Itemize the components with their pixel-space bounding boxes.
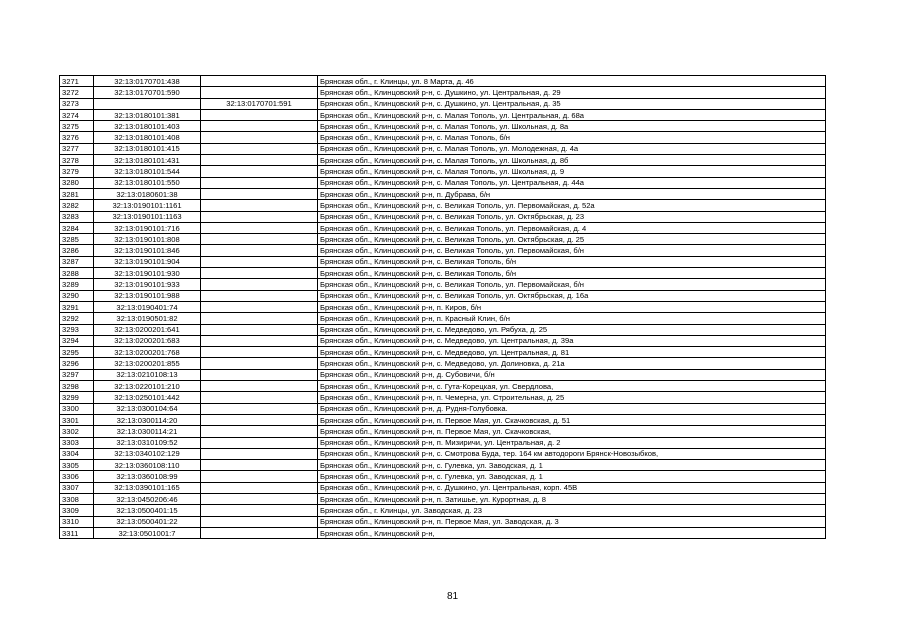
table-row <box>60 155 826 166</box>
secondary-cadastral-number-cell <box>201 324 318 335</box>
cadastral-number-cell: 32:13:0190101:846 <box>94 245 201 256</box>
secondary-cadastral-number-cell <box>201 471 318 482</box>
cadastral-number-cell: 32:13:0190401:74 <box>94 301 201 312</box>
table-row <box>60 381 826 392</box>
address-cell: Брянская обл., Клинцовский р-н, с. Медведово, ул. Центральная, д. 39а <box>318 335 826 346</box>
row-number-cell: 3283 <box>60 211 94 222</box>
row-number-cell: 3295 <box>60 347 94 358</box>
table-row <box>60 426 826 437</box>
secondary-cadastral-number-cell: 32:13:0170701:591 <box>201 98 318 109</box>
cadastral-number-cell: 32:13:0340102:129 <box>94 448 201 459</box>
row-number-cell: 3292 <box>60 313 94 324</box>
cadastral-number-cell: 32:13:0180101:431 <box>94 155 201 166</box>
row-number-cell: 3287 <box>60 256 94 267</box>
cadastral-number-cell: 32:13:0190501:82 <box>94 313 201 324</box>
address-cell: Брянская обл., Клинцовский р-н, с. Великая Тополь, ул. Первомайская, д. 4 <box>318 222 826 233</box>
secondary-cadastral-number-cell <box>201 268 318 279</box>
table-row <box>60 313 826 324</box>
row-number-cell: 3303 <box>60 437 94 448</box>
row-number-cell: 3306 <box>60 471 94 482</box>
address-cell: Брянская обл., Клинцовский р-н, с. Малая Тополь, ул. Школьная, д. 8б <box>318 155 826 166</box>
register-table <box>59 75 826 539</box>
address-cell: Брянская обл., Клинцовский р-н, с. Великая Тополь, б/н <box>318 268 826 279</box>
row-number-cell: 3299 <box>60 392 94 403</box>
cadastral-number-cell: 32:13:0180101:544 <box>94 166 201 177</box>
address-cell: Брянская обл., Клинцовский р-н, с. Гулевка, ул. Заводская, д. 1 <box>318 460 826 471</box>
address-cell: Брянская обл., Клинцовский р-н, с. Душкино, ул. Центральная, д. 35 <box>318 98 826 109</box>
table-row <box>60 109 826 120</box>
table-row <box>60 98 826 109</box>
cadastral-number-cell: 32:13:0190101:1161 <box>94 200 201 211</box>
row-number-cell: 3291 <box>60 301 94 312</box>
cadastral-number-cell: 32:13:0390101:165 <box>94 482 201 493</box>
table-row <box>60 369 826 380</box>
address-cell: Брянская обл., Клинцовский р-н, с. Гута-Корецкая, ул. Свердлова, <box>318 381 826 392</box>
cadastral-number-cell: 32:13:0200201:768 <box>94 347 201 358</box>
cadastral-number-cell: 32:13:0501001:7 <box>94 527 201 538</box>
row-number-cell: 3296 <box>60 358 94 369</box>
table-row <box>60 121 826 132</box>
address-cell: Брянская обл., Клинцовский р-н, с. Малая Тополь, ул. Школьная, д. 9 <box>318 166 826 177</box>
cadastral-number-cell: 32:13:0220101:210 <box>94 381 201 392</box>
row-number-cell: 3276 <box>60 132 94 143</box>
row-number-cell: 3284 <box>60 222 94 233</box>
secondary-cadastral-number-cell <box>201 76 318 87</box>
secondary-cadastral-number-cell <box>201 211 318 222</box>
table-row <box>60 234 826 245</box>
address-cell: Брянская обл., Клинцовский р-н, с. Медведово, ул. Долиновка, д. 21а <box>318 358 826 369</box>
secondary-cadastral-number-cell <box>201 335 318 346</box>
secondary-cadastral-number-cell <box>201 87 318 98</box>
row-number-cell: 3293 <box>60 324 94 335</box>
table-row <box>60 290 826 301</box>
address-cell: Брянская обл., Клинцовский р-н, п. Чемерна, ул. Строительная, д. 25 <box>318 392 826 403</box>
cadastral-number-cell: 32:13:0180101:415 <box>94 143 201 154</box>
address-cell: Брянская обл., Клинцовский р-н, с. Душкино, ул. Центральная, д. 29 <box>318 87 826 98</box>
address-cell: Брянская обл., Клинцовский р-н, п. Затишье, ул. Курортная, д. 8 <box>318 493 826 504</box>
row-number-cell: 3289 <box>60 279 94 290</box>
address-cell: Брянская обл., Клинцовский р-н, с. Смотрова Буда, тер. 164 км автодороги Брянск-Новозыбков, <box>318 448 826 459</box>
row-number-cell: 3307 <box>60 482 94 493</box>
table-row <box>60 87 826 98</box>
cadastral-number-cell: 32:13:0180101:403 <box>94 121 201 132</box>
address-cell: Брянская обл., Клинцовский р-н, с. Медведово, ул. Центральная, д. 81 <box>318 347 826 358</box>
row-number-cell: 3301 <box>60 414 94 425</box>
table-row <box>60 493 826 504</box>
table-row <box>60 166 826 177</box>
secondary-cadastral-number-cell <box>201 347 318 358</box>
address-cell: Брянская обл., г. Клинцы, ул. Заводская, д. 23 <box>318 505 826 516</box>
secondary-cadastral-number-cell <box>201 245 318 256</box>
cadastral-number-cell: 32:13:0300114:20 <box>94 414 201 425</box>
address-cell: Брянская обл., Клинцовский р-н, с. Душкино, ул. Центральная, корп. 45В <box>318 482 826 493</box>
row-number-cell: 3282 <box>60 200 94 211</box>
cadastral-number-cell: 32:13:0200201:641 <box>94 324 201 335</box>
address-cell: Брянская обл., Клинцовский р-н, п. Красный Клин, б/н <box>318 313 826 324</box>
secondary-cadastral-number-cell <box>201 200 318 211</box>
row-number-cell: 3302 <box>60 426 94 437</box>
table-row <box>60 392 826 403</box>
row-number-cell: 3311 <box>60 527 94 538</box>
secondary-cadastral-number-cell <box>201 290 318 301</box>
cadastral-number-cell: 32:13:0190101:933 <box>94 279 201 290</box>
address-cell: Брянская обл., Клинцовский р-н, с. Гулевка, ул. Заводская, д. 1 <box>318 471 826 482</box>
cadastral-number-cell: 32:13:0190101:716 <box>94 222 201 233</box>
cadastral-number-cell: 32:13:0180101:550 <box>94 177 201 188</box>
secondary-cadastral-number-cell <box>201 301 318 312</box>
row-number-cell: 3294 <box>60 335 94 346</box>
cadastral-number-cell: 32:13:0190101:808 <box>94 234 201 245</box>
address-cell: Брянская обл., Клинцовский р-н, с. Малая Тополь, ул. Молодежная, д. 4а <box>318 143 826 154</box>
table-row <box>60 200 826 211</box>
address-cell: Брянская обл., Клинцовский р-н, с. Малая Тополь, б/н <box>318 132 826 143</box>
address-cell: Брянская обл., Клинцовский р-н, с. Малая Тополь, ул. Центральная, д. 44а <box>318 177 826 188</box>
secondary-cadastral-number-cell <box>201 177 318 188</box>
cadastral-number-cell: 32:13:0300114:21 <box>94 426 201 437</box>
address-cell: Брянская обл., Клинцовский р-н, с. Малая Тополь, ул. Школьная, д. 8а <box>318 121 826 132</box>
table-row <box>60 188 826 199</box>
cadastral-number-cell: 32:13:0190101:930 <box>94 268 201 279</box>
address-cell: Брянская обл., Клинцовский р-н, <box>318 527 826 538</box>
table-row <box>60 437 826 448</box>
address-cell: Брянская обл., Клинцовский р-н, с. Малая Тополь, ул. Центральная, д. 68а <box>318 109 826 120</box>
row-number-cell: 3272 <box>60 87 94 98</box>
table-row <box>60 132 826 143</box>
row-number-cell: 3274 <box>60 109 94 120</box>
secondary-cadastral-number-cell <box>201 516 318 527</box>
cadastral-number-cell: 32:13:0180101:381 <box>94 109 201 120</box>
secondary-cadastral-number-cell <box>201 392 318 403</box>
secondary-cadastral-number-cell <box>201 109 318 120</box>
cadastral-number-cell: 32:13:0210108:13 <box>94 369 201 380</box>
row-number-cell: 3273 <box>60 98 94 109</box>
row-number-cell: 3305 <box>60 460 94 471</box>
row-number-cell: 3285 <box>60 234 94 245</box>
row-number-cell: 3271 <box>60 76 94 87</box>
register-body <box>60 76 826 539</box>
address-cell: Брянская обл., Клинцовский р-н, д. Субовичи, б/н <box>318 369 826 380</box>
row-number-cell: 3278 <box>60 155 94 166</box>
row-number-cell: 3286 <box>60 245 94 256</box>
address-cell: Брянская обл., Клинцовский р-н, с. Великая Тополь, ул. Октябрьская, д. 23 <box>318 211 826 222</box>
address-cell: Брянская обл., г. Клинцы, ул. 8 Марта, д. 46 <box>318 76 826 87</box>
row-number-cell: 3300 <box>60 403 94 414</box>
address-cell: Брянская обл., Клинцовский р-н, с. Великая Тополь, ул. Первомайская, б/н <box>318 245 826 256</box>
table-row <box>60 143 826 154</box>
address-cell: Брянская обл., Клинцовский р-н, п. Дубрава, б/н <box>318 188 826 199</box>
cadastral-number-cell: 32:13:0200201:855 <box>94 358 201 369</box>
address-cell: Брянская обл., Клинцовский р-н, п. Мизиричи, ул. Центральная, д. 2 <box>318 437 826 448</box>
table-row <box>60 527 826 538</box>
cadastral-number-cell: 32:13:0180601:38 <box>94 188 201 199</box>
secondary-cadastral-number-cell <box>201 188 318 199</box>
cadastral-number-cell: 32:13:0450206:46 <box>94 493 201 504</box>
cadastral-number-cell: 32:13:0190101:1163 <box>94 211 201 222</box>
address-cell: Брянская обл., Клинцовский р-н, с. Медведово, ул. Рябуха, д. 25 <box>318 324 826 335</box>
address-cell: Брянская обл., Клинцовский р-н, с. Великая Тополь, ул. Октябрьская, д. 25 <box>318 234 826 245</box>
address-cell: Брянская обл., Клинцовский р-н, п. Первое Мая, ул. Заводская, д. 3 <box>318 516 826 527</box>
secondary-cadastral-number-cell <box>201 313 318 324</box>
address-cell: Брянская обл., Клинцовский р-н, д. Рудня-Голубовка. <box>318 403 826 414</box>
address-cell: Брянская обл., Клинцовский р-н, п. Первое Мая, ул. Скачковская, д. 51 <box>318 414 826 425</box>
cadastral-number-cell: 32:13:0250101:442 <box>94 392 201 403</box>
secondary-cadastral-number-cell <box>201 381 318 392</box>
table-row <box>60 335 826 346</box>
table-row <box>60 414 826 425</box>
row-number-cell: 3290 <box>60 290 94 301</box>
row-number-cell: 3308 <box>60 493 94 504</box>
secondary-cadastral-number-cell <box>201 279 318 290</box>
secondary-cadastral-number-cell <box>201 426 318 437</box>
row-number-cell: 3281 <box>60 188 94 199</box>
secondary-cadastral-number-cell <box>201 403 318 414</box>
cadastral-number-cell: 32:13:0500401:22 <box>94 516 201 527</box>
secondary-cadastral-number-cell <box>201 358 318 369</box>
table-row <box>60 211 826 222</box>
table-row <box>60 76 826 87</box>
secondary-cadastral-number-cell <box>201 437 318 448</box>
table-row <box>60 482 826 493</box>
address-cell: Брянская обл., Клинцовский р-н, с. Великая Тополь, ул. Первомайская, д. 52а <box>318 200 826 211</box>
row-number-cell: 3310 <box>60 516 94 527</box>
table-row <box>60 347 826 358</box>
table-row <box>60 448 826 459</box>
table-row <box>60 516 826 527</box>
table-row <box>60 268 826 279</box>
secondary-cadastral-number-cell <box>201 527 318 538</box>
cadastral-number-cell: 32:13:0190101:904 <box>94 256 201 267</box>
row-number-cell: 3275 <box>60 121 94 132</box>
table-row <box>60 471 826 482</box>
row-number-cell: 3298 <box>60 381 94 392</box>
secondary-cadastral-number-cell <box>201 132 318 143</box>
table-row <box>60 358 826 369</box>
table-row <box>60 505 826 516</box>
address-cell: Брянская обл., Клинцовский р-н, с. Великая Тополь, б/н <box>318 256 826 267</box>
cadastral-number-cell <box>94 98 201 109</box>
secondary-cadastral-number-cell <box>201 222 318 233</box>
secondary-cadastral-number-cell <box>201 493 318 504</box>
secondary-cadastral-number-cell <box>201 166 318 177</box>
table-row <box>60 256 826 267</box>
cadastral-number-cell: 32:13:0300104:64 <box>94 403 201 414</box>
row-number-cell: 3288 <box>60 268 94 279</box>
secondary-cadastral-number-cell <box>201 369 318 380</box>
cadastral-number-cell: 32:13:0360108:110 <box>94 460 201 471</box>
row-number-cell: 3297 <box>60 369 94 380</box>
cadastral-number-cell: 32:13:0170701:438 <box>94 76 201 87</box>
secondary-cadastral-number-cell <box>201 256 318 267</box>
cadastral-number-cell: 32:13:0360108:99 <box>94 471 201 482</box>
address-cell: Брянская обл., Клинцовский р-н, п. Первое Мая, ул. Скачковская, <box>318 426 826 437</box>
table-row <box>60 245 826 256</box>
secondary-cadastral-number-cell <box>201 448 318 459</box>
secondary-cadastral-number-cell <box>201 121 318 132</box>
table-row <box>60 403 826 414</box>
row-number-cell: 3309 <box>60 505 94 516</box>
table-row <box>60 301 826 312</box>
address-cell: Брянская обл., Клинцовский р-н, с. Великая Тополь, ул. Первомайская, б/н <box>318 279 826 290</box>
table-row <box>60 279 826 290</box>
cadastral-number-cell: 32:13:0310109:52 <box>94 437 201 448</box>
secondary-cadastral-number-cell <box>201 505 318 516</box>
table-row <box>60 460 826 471</box>
address-cell: Брянская обл., Клинцовский р-н, п. Киров, б/н <box>318 301 826 312</box>
cadastral-number-cell: 32:13:0180101:408 <box>94 132 201 143</box>
secondary-cadastral-number-cell <box>201 234 318 245</box>
row-number-cell: 3304 <box>60 448 94 459</box>
row-number-cell: 3280 <box>60 177 94 188</box>
cadastral-number-cell: 32:13:0190101:988 <box>94 290 201 301</box>
cadastral-number-cell: 32:13:0500401:15 <box>94 505 201 516</box>
page-number: 81 <box>446 591 459 602</box>
table-row <box>60 222 826 233</box>
row-number-cell: 3277 <box>60 143 94 154</box>
secondary-cadastral-number-cell <box>201 414 318 425</box>
table-row <box>60 324 826 335</box>
secondary-cadastral-number-cell <box>201 460 318 471</box>
table-row <box>60 177 826 188</box>
row-number-cell: 3279 <box>60 166 94 177</box>
secondary-cadastral-number-cell <box>201 482 318 493</box>
cadastral-number-cell: 32:13:0200201:683 <box>94 335 201 346</box>
address-cell: Брянская обл., Клинцовский р-н, с. Великая Тополь, ул. Октябрьская, д. 16а <box>318 290 826 301</box>
cadastral-number-cell: 32:13:0170701:590 <box>94 87 201 98</box>
secondary-cadastral-number-cell <box>201 143 318 154</box>
secondary-cadastral-number-cell <box>201 155 318 166</box>
